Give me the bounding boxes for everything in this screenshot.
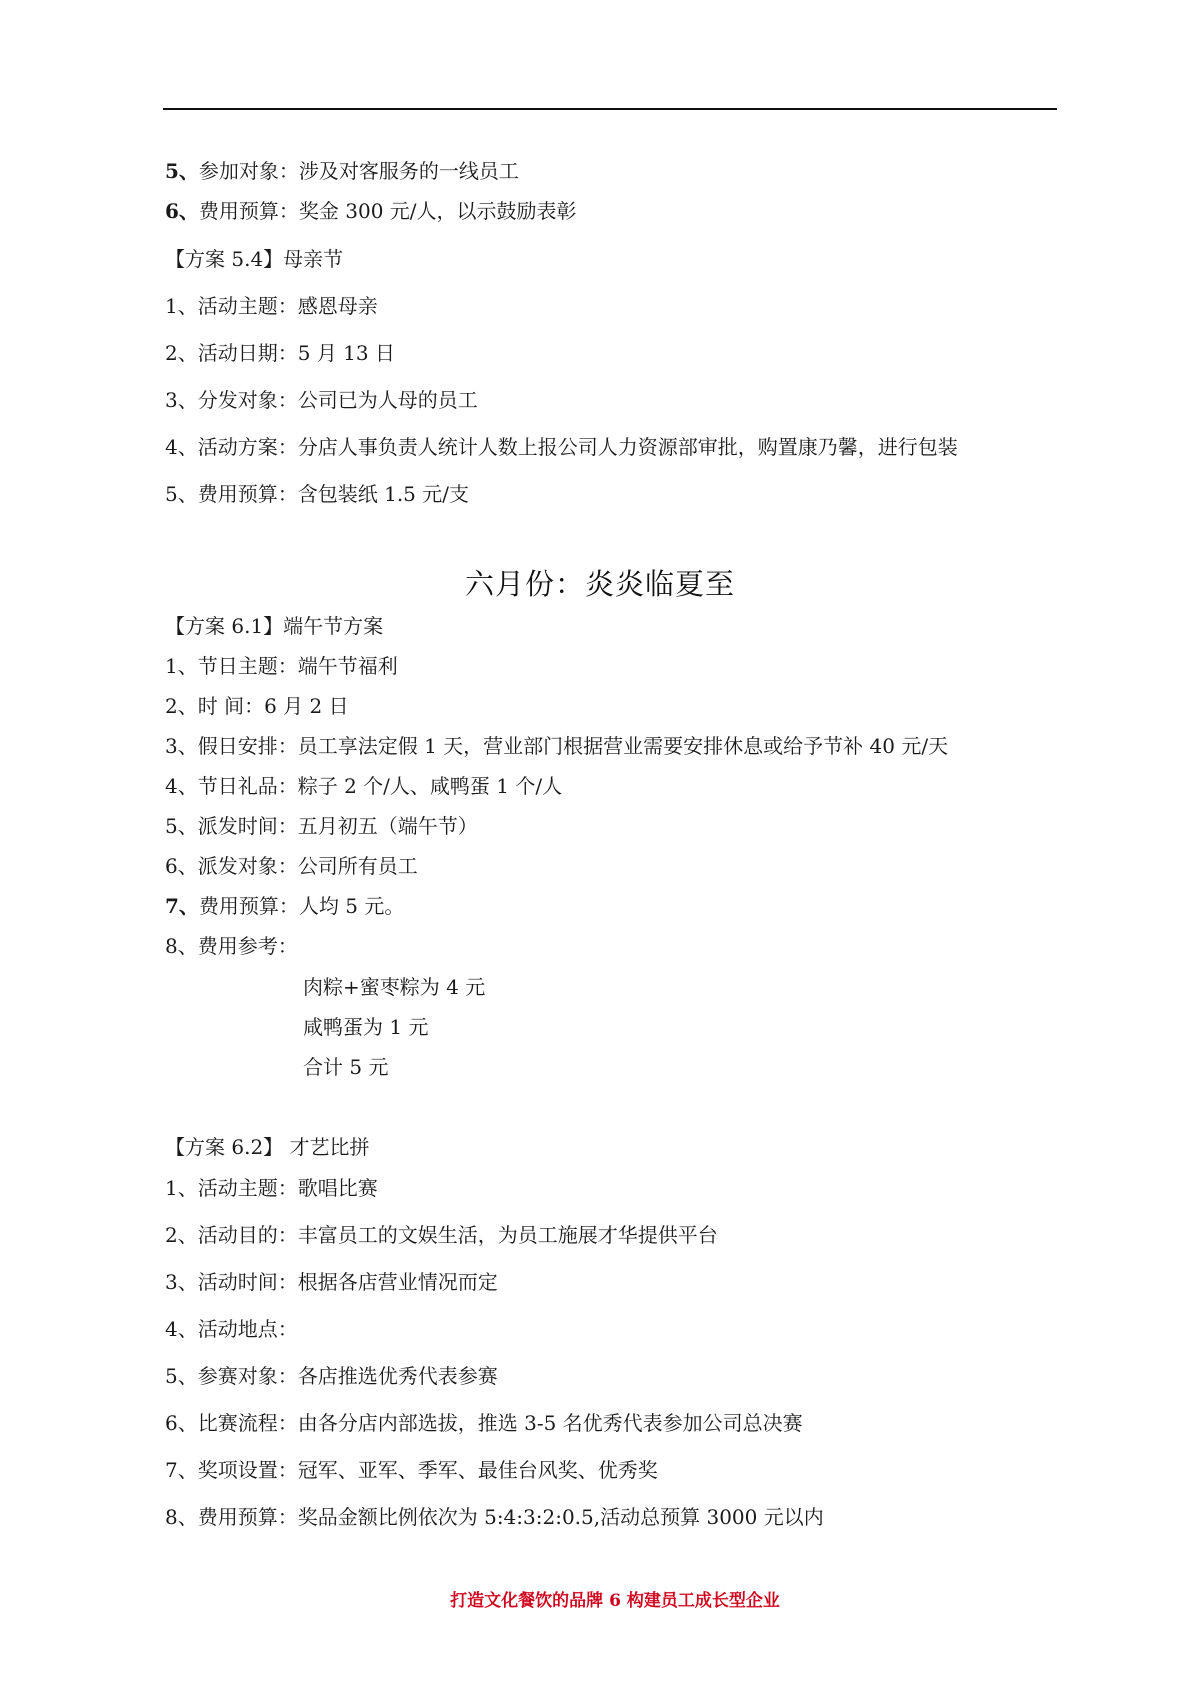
plan-6-2-item-3 [165, 1270, 498, 1294]
item-text: 参加对象：涉及对客服务的一线员工 [198, 159, 519, 183]
plan-5-4-item-4 [165, 435, 958, 459]
cost-reference-line-2: 咸鸭蛋为 1 元 [303, 1015, 429, 1039]
plan-6-2-item-6 [165, 1411, 803, 1435]
item-text: 费用预算：奖品金额比例依次为 5:4:3:2:0.5,活动总预算 3000 元以内 [197, 1505, 824, 1529]
item-number: 5、 [165, 482, 198, 506]
item-text: 费用预算：奖金 300 元/人，以示鼓励表彰 [198, 199, 577, 223]
plan-5-4-item-3 [165, 388, 478, 412]
plan-6-2-item-2 [165, 1223, 718, 1247]
item-number: 2、 [165, 1223, 198, 1247]
page-footer: 打造文化餐饮的品牌 6 构建员工成长型企业 [450, 1591, 780, 1611]
item-number: 1、 [165, 294, 198, 318]
plan-6-2-item-5 [165, 1364, 498, 1388]
item-text: 活动日期：5 月 13 日 [197, 341, 395, 365]
top-item-5 [165, 159, 519, 183]
item-text: 派发对象：公司所有员工 [197, 854, 418, 878]
item-number: 5、 [165, 1364, 198, 1388]
cost-reference-line-1: 肉粽+蜜枣粽为 4 元 [303, 975, 486, 999]
item-text: 分发对象：公司已为人母的员工 [197, 388, 478, 412]
plan-6-2-item-4 [165, 1317, 298, 1341]
plan-6-1-item-4 [165, 774, 562, 798]
item-number: 6、 [165, 199, 199, 223]
item-number: 6、 [165, 1411, 198, 1435]
item-number: 4、 [165, 1317, 198, 1341]
item-number: 4、 [165, 774, 198, 798]
plan-6-1-item-3 [165, 734, 948, 758]
plan-5-4-item-2 [165, 341, 395, 365]
item-number: 1、 [165, 1176, 198, 1200]
item-text: 节日礼品：粽子 2 个/人、咸鸭蛋 1 个/人 [197, 774, 563, 798]
plan-5-4-item-5 [165, 482, 469, 506]
item-number: 1、 [165, 654, 198, 678]
plan-6-1-item-6 [165, 854, 418, 878]
plan-6-2-item-8 [165, 1505, 824, 1529]
item-text: 假日安排：员工享法定假 1 天，营业部门根据营业需要安排休息或给予节补 40 元/天 [197, 734, 949, 758]
item-text: 参赛对象：各店推选优秀代表参赛 [197, 1364, 498, 1388]
item-number: 8、 [165, 1505, 198, 1529]
item-text: 活动方案：分店人事负责人统计人数上报公司人力资源部审批，购置康乃馨，进行包装 [197, 435, 958, 459]
plan-6-2-heading: 【方案 6.2】 才艺比拼 [165, 1135, 370, 1159]
plan-6-1-item-5 [165, 814, 478, 838]
item-number: 7、 [165, 1458, 198, 1482]
item-text: 比赛流程：由各分店内部选拔，推选 3-5 名优秀代表参加公司总决赛 [197, 1411, 803, 1435]
item-number: 3、 [165, 1270, 198, 1294]
cost-reference-line-3: 合计 5 元 [303, 1055, 389, 1079]
item-number: 3、 [165, 734, 198, 758]
item-text: 活动时间：根据各店营业情况而定 [197, 1270, 498, 1294]
top-item-6 [165, 199, 577, 223]
item-text: 节日主题：端午节福利 [197, 654, 398, 678]
item-number: 7、 [165, 894, 199, 918]
item-number: 8、 [165, 934, 198, 958]
item-number: 5、 [165, 814, 198, 838]
plan-5-4-heading: 【方案 5.4】母亲节 [165, 247, 344, 271]
item-number: 6、 [165, 854, 198, 878]
plan-6-1-item-7 [165, 894, 404, 918]
item-text: 奖项设置：冠军、亚军、季军、最佳台风奖、优秀奖 [197, 1458, 658, 1482]
item-text: 活动主题：感恩母亲 [197, 294, 378, 318]
item-text: 费用预算：人均 5 元。 [198, 894, 405, 918]
item-number: 2、 [165, 694, 198, 718]
item-text: 活动主题：歌唱比赛 [197, 1176, 378, 1200]
item-text: 费用参考： [197, 934, 298, 958]
plan-5-4-item-1 [165, 294, 378, 318]
section-title-june: 六月份：炎炎临夏至 [464, 567, 735, 601]
item-text: 活动目的：丰富员工的文娱生活，为员工施展才华提供平台 [197, 1223, 718, 1247]
item-text: 费用预算：含包装纸 1.5 元/支 [197, 482, 469, 506]
item-text: 派发时间：五月初五（端午节） [197, 814, 478, 838]
plan-6-1-item-8 [165, 934, 298, 958]
item-number: 3、 [165, 388, 198, 412]
plan-6-1-item-2 [165, 694, 349, 718]
plan-6-1-item-1 [165, 654, 398, 678]
item-text: 活动地点： [197, 1317, 298, 1341]
item-number: 5、 [165, 159, 199, 183]
plan-6-1-heading: 【方案 6.1】端午节方案 [165, 614, 384, 638]
item-number: 2、 [165, 341, 198, 365]
item-number: 4、 [165, 435, 198, 459]
item-text: 时 间：6 月 2 日 [197, 694, 349, 718]
plan-6-2-item-7 [165, 1458, 658, 1482]
header-rule [163, 108, 1057, 110]
plan-6-2-item-1 [165, 1176, 378, 1200]
